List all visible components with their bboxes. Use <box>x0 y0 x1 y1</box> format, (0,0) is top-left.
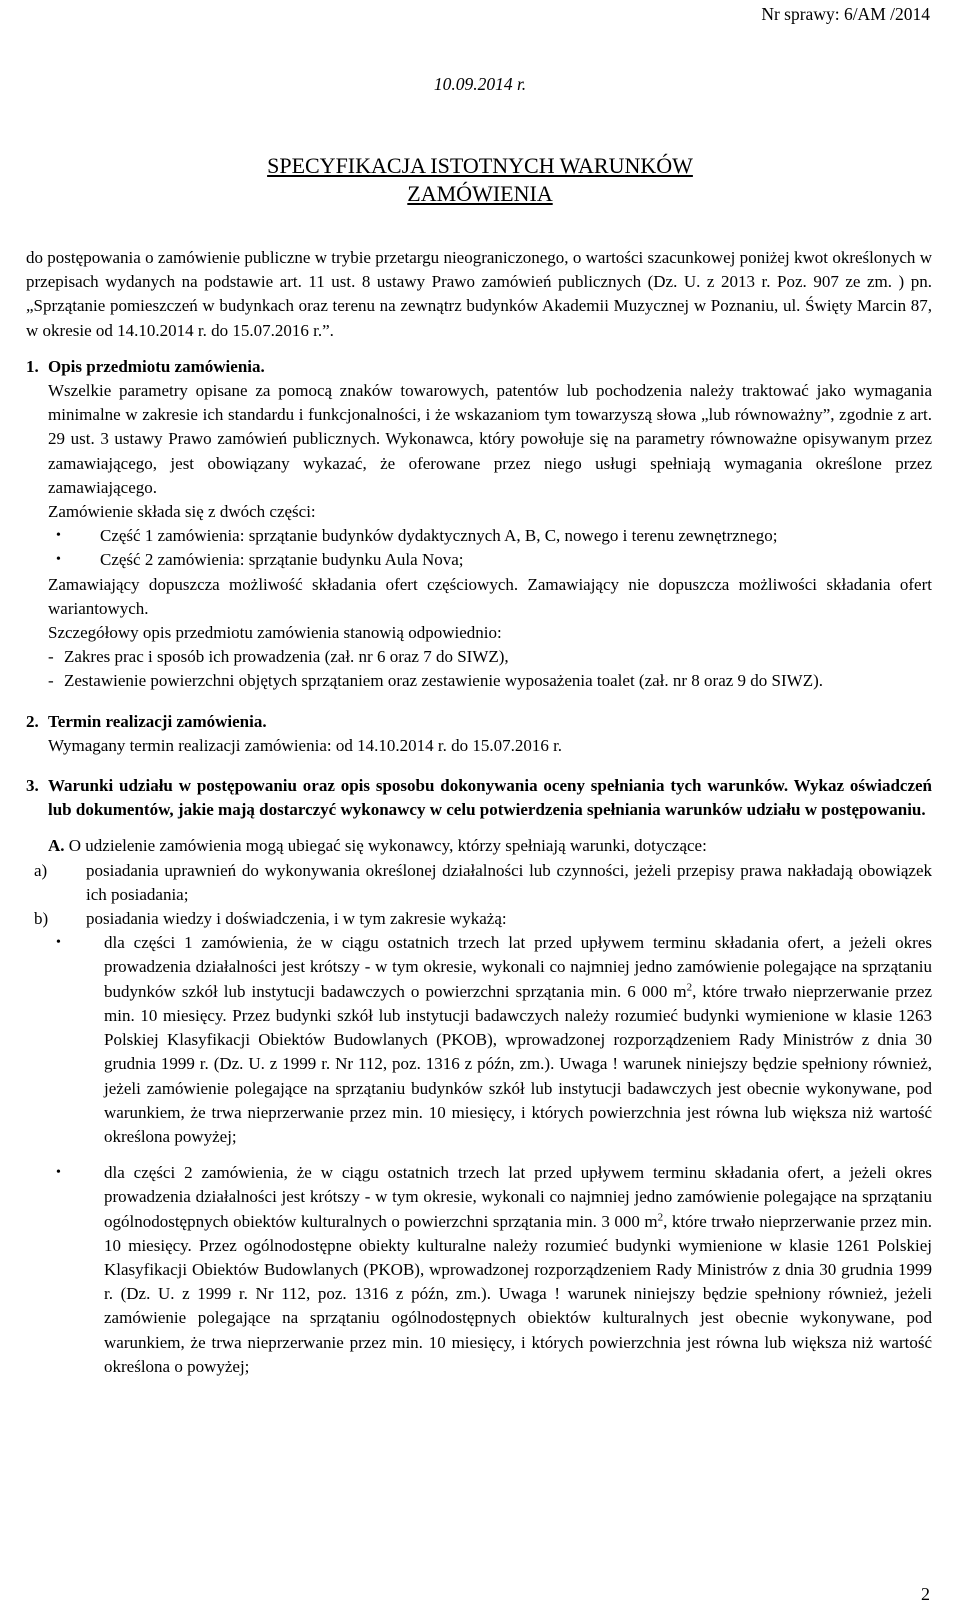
detail-intro: Szczegółowy opis przedmiotu zamówienia stanowią odpowiednio: <box>48 623 502 643</box>
bullet-icon: • <box>56 552 61 568</box>
bullet-2-text-b: , które trwało nieprzerwanie przez min. 10 miesięcy. Przez ogólnodostępne obiekty kulturalne należy rozumieć budynki wymienione w klasie 1261 Polskiej Klasyfikacji Obiektów Budowlanych (PKOB), wprowadzonej rozporządzeniem Rady Ministrów z dnia 30 grudnia 1999 r. (Dz. U. z 1999 r. Nr 112, poz. 1316 z późn, zm.). Uwaga ! warunek niniejszy będzie spełniony również, jeżeli zamówienie polegające na sprzątaniu ogólnodostępnych obiektów kulturalnych jest obecnie wykonywane, pod warunkiem, że trwa nieprzerwanie przez min. 10 miesięcy, i których powierzchnia jest równa lub większa niż wartość określona o powyżej; <box>104 1211 932 1376</box>
bullet-icon: • <box>56 528 61 544</box>
document-title <box>0 152 960 208</box>
bullet-2-text <box>104 1161 932 1379</box>
dash-icon: - <box>48 647 54 667</box>
bullet-icon: • <box>56 935 61 951</box>
section-3-heading <box>26 774 932 822</box>
section-2-body <box>26 734 932 758</box>
bullet-icon: • <box>56 1165 61 1181</box>
section-3-a-label: A. <box>48 836 65 856</box>
section-3-number: 3. <box>26 776 39 796</box>
title-line-1: SPECYFIKACJA ISTOTNYCH WARUNKÓW <box>267 153 693 178</box>
list-item <box>48 548 932 572</box>
case-number: Nr sprawy: 6/AM /2014 <box>761 4 930 24</box>
section-1-paragraph: Wszelkie parametry opisane za pomocą znaków towarowych, patentów lub pochodzenia należy traktować jako wymagania minimalne w zakresie ich standardu i funkcjonalności, i że wskazaniom tym towarzyszą słowa „lub równoważny”, zgodnie z art. 29 ust. 3 ustawy Prawo zamówień publicznych. Wykonawca, który powołuje się na parametry równoważne opisywanym przez zamawiającego, jest obowiązany wykazać, że oferowane przez niego usługi spełniają wymagania określone przez zamawiającego. <box>48 381 932 497</box>
section-2-paragraph: Wymagany termin realizacji zamówienia: od 14.10.2014 r. do 15.07.2016 r. <box>48 735 563 755</box>
page-number: 2 <box>921 1584 930 1604</box>
list-item <box>48 524 932 548</box>
document-body <box>26 246 932 1379</box>
item-a-label: a) <box>34 860 48 880</box>
section-2-number: 2. <box>26 711 39 731</box>
bullet-1-text-a: dla części 1 zamówienia, że w ciągu ostatnich trzech lat przed upływem terminu składania ofert, a jeżeli okres prowadzenia działalności jest krótszy - w tym okresie, wykonali co najmniej jedno zamówienie polegające na sprzątaniu budynków szkół lub instytucji badawczych o powierzchni sprzątania min. 6 000 m <box>104 933 932 1001</box>
part-1-text: Część 1 zamówienia: sprzątanie budynków dydaktycznych A, B, C, nowego i terenu zewnętrznego; <box>100 526 778 546</box>
list-item <box>48 669 932 693</box>
section-3-a-paragraph <box>48 834 932 858</box>
section-2-heading <box>26 710 932 734</box>
section-1-number: 1. <box>26 356 39 376</box>
bullet-1-superscript: 2 <box>686 981 693 994</box>
bullet-1-text-b: , które trwało nieprzerwanie przez min. 10 miesięcy. Przez budynki szkół lub instytucji badawczych należy rozumieć budynki wymienione w klasie 1263 Polskiej Klasyfikacji Obiektów Budowlanych (PKOB), wprowadzonej rozporządzeniem Rady Ministrów z dnia 30 grudnia 1999 r. (Dz. U. z 1999 r. Nr 112, poz. 1316 z późn, zm.). Uwaga ! warunek niniejszy będzie spełniony również, jeżeli zamówienie polegające na sprzątaniu budynków szkół lub instytucji badawczych jest obecnie wykonywane, pod warunkiem, że trwa nieprzerwanie przez min. 10 miesięcy, i których powierzchnia jest równa lub większa niż wartość określona powyżej; <box>104 981 933 1146</box>
dash-icon: - <box>48 671 54 691</box>
part-2-text: Część 2 zamówienia: sprzątanie budynku Aula Nova; <box>100 550 464 570</box>
list-item <box>26 859 932 907</box>
title-line-2: ZAMÓWIENIA <box>407 181 553 206</box>
partial-offers-paragraph: Zamawiający dopuszcza możliwość składania ofert częściowych. Zamawiający nie dopuszcza możliwości składania ofert wariantowych. <box>48 574 932 618</box>
intro-paragraph: do postępowania o zamówienie publiczne w trybie przetargu nieograniczonego, o wartości szacunkowej poniżej kwot określonych w przepisach wydanych na podstawie art. 11 ust. 8 ustawy Prawo zamówień publicznych (Dz. U. z 2013 r. Poz. 907 ze zm. ) pn. „Sprzątanie pomieszczeń w budynkach oraz terenu na zewnątrz budynków Akademii Muzycznej w Poznaniu, ul. Święty Marcin 87, w okresie od 14.10.2014 r. do 15.07.2016 r.”. <box>26 248 932 340</box>
detail-1-text: Zakres prac i sposób ich prowadzenia (zał. nr 6 oraz 7 do SIWZ), <box>64 647 509 667</box>
bullet-1-text <box>104 931 932 1149</box>
list-item <box>26 907 932 931</box>
parts-intro: Zamówienie składa się z dwóch części: <box>48 502 316 522</box>
list-item <box>48 645 932 669</box>
section-1-body <box>26 379 932 694</box>
item-b-text: posiadania wiedzy i doświadczenia, i w tym zakresie wykażą: <box>86 909 507 929</box>
section-3-a-text: O udzielenie zamówienia mogą ubiegać się wykonawcy, którzy spełniają warunki, dotyczące: <box>68 836 707 856</box>
detail-2-text: Zestawienie powierzchni objętych sprzątaniem oraz zestawienie wyposażenia toalet (zał. nr 8 oraz 9 do SIWZ). <box>64 671 824 691</box>
section-2-title: Termin realizacji zamówienia. <box>48 711 267 731</box>
item-a-text: posiadania uprawnień do wykonywania określonej działalności lub czynności, jeżeli przepisy prawa nakładają obowiązek ich posiadania; <box>86 860 932 904</box>
document-date: 10.09.2014 r. <box>433 74 527 94</box>
item-b-label: b) <box>34 909 49 929</box>
bullet-2-text-a: dla części 2 zamówienia, że w ciągu ostatnich trzech lat przed upływem terminu składania ofert, a jeżeli okres prowadzenia działalności jest krótszy - w tym okresie, wykonali co najmniej jedno zamówienie polegające na sprzątaniu ogólnodostępnych obiektów kulturalnych o powierzchni sprzątania min. 3 000 m <box>104 1163 932 1231</box>
list-item <box>26 1161 932 1379</box>
section-3-title: Warunki udziału w postępowaniu oraz opis sposobu dokonywania oceny spełniania tych warunków. Wykaz oświadczeń lub dokumentów, jakie mają dostarczyć wykonawcy w celu potwierdzenia spełniania warunków udziału w postępowaniu. <box>48 776 932 820</box>
section-1-title: Opis przedmiotu zamówienia. <box>48 356 265 376</box>
section-1-heading <box>26 355 932 379</box>
bullet-2-superscript: 2 <box>657 1210 664 1223</box>
list-item <box>26 931 932 1149</box>
section-3-body <box>26 834 932 858</box>
